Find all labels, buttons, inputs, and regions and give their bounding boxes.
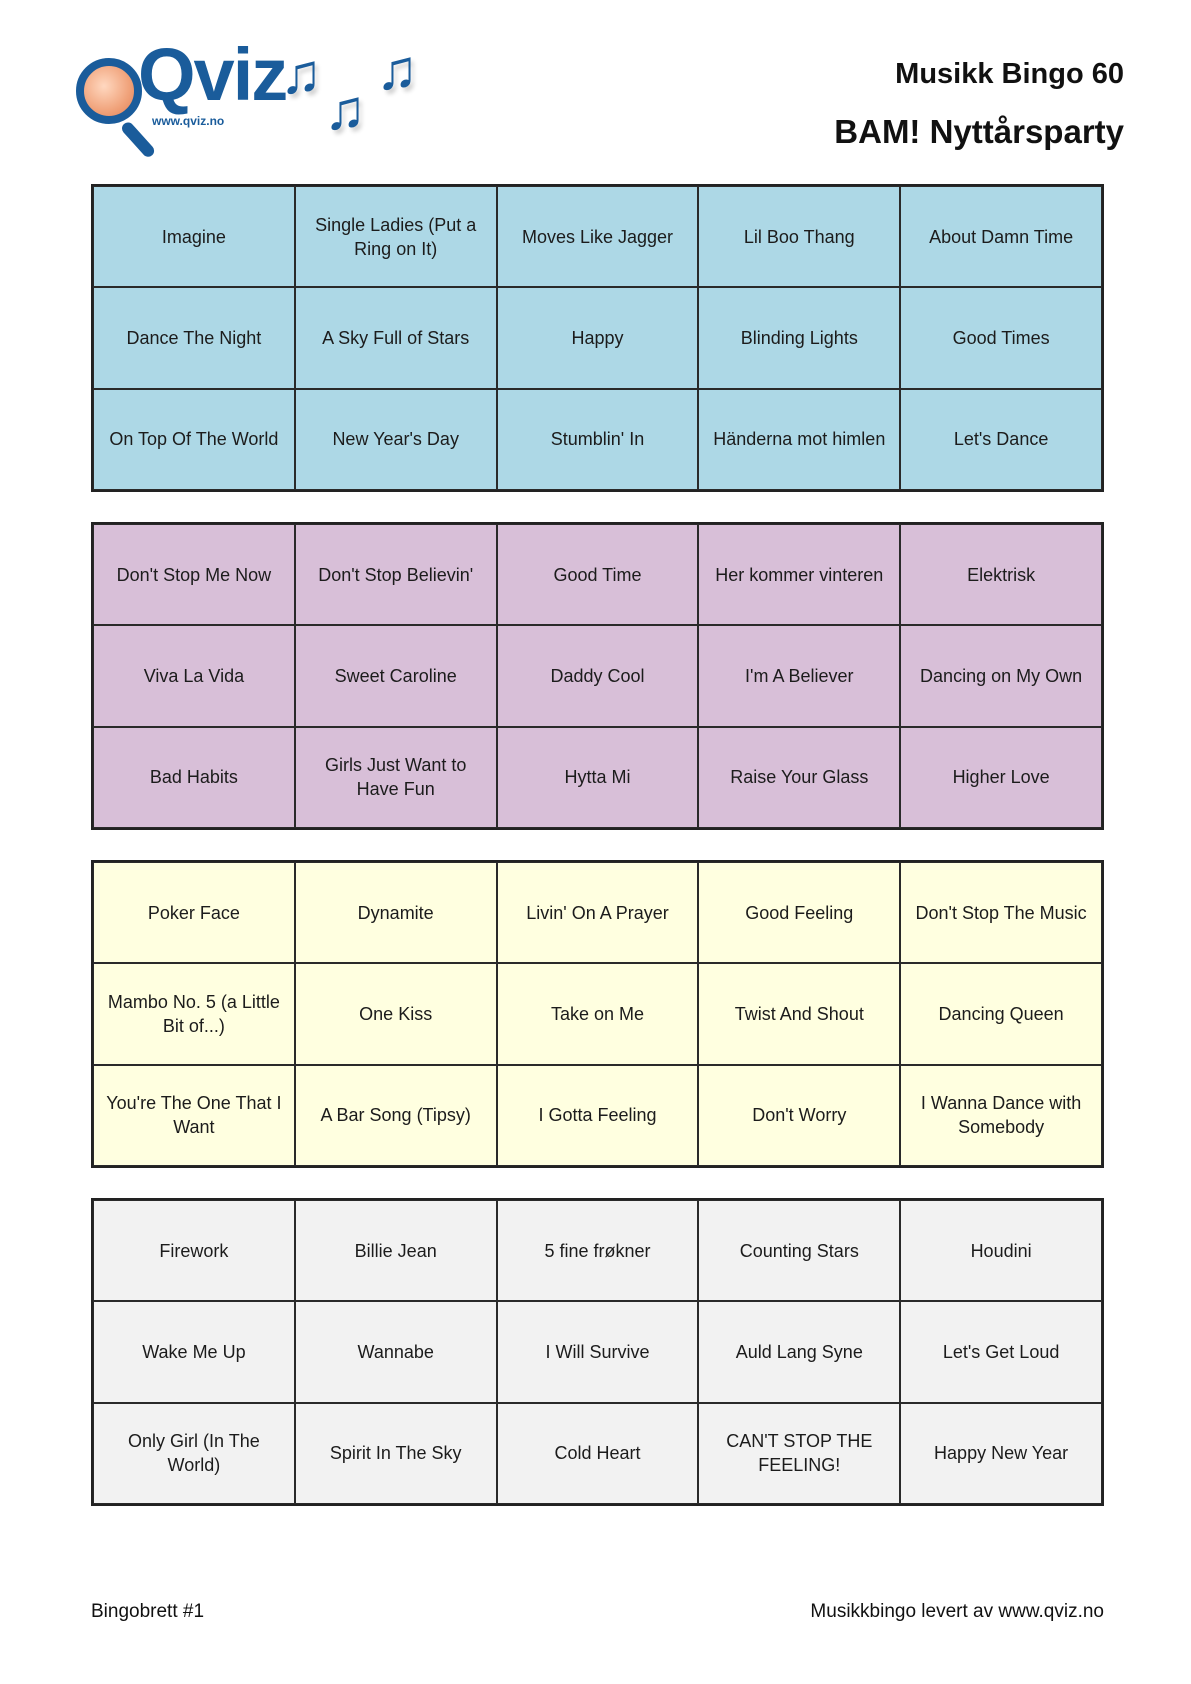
bingo-cell: Stumblin' In bbox=[497, 389, 699, 490]
bingo-cell: Don't Stop Me Now bbox=[93, 524, 295, 625]
bingo-cell: One Kiss bbox=[295, 963, 497, 1064]
footer-credit: Musikkbingo levert av www.qviz.no bbox=[810, 1601, 1104, 1622]
bingo-cell: Auld Lang Syne bbox=[698, 1301, 900, 1402]
bingo-board-purple bbox=[91, 522, 1104, 830]
bingo-cell: About Damn Time bbox=[900, 186, 1102, 287]
bingo-cell: Single Ladies (Put a Ring on It) bbox=[295, 186, 497, 287]
bingo-board-yellow bbox=[91, 860, 1104, 1168]
bingo-cell: A Bar Song (Tipsy) bbox=[295, 1065, 497, 1166]
page-subtitle: BAM! Nyttårsparty bbox=[834, 113, 1124, 150]
bingo-cell: Hytta Mi bbox=[497, 727, 699, 828]
bingo-cell: CAN'T STOP THE FEELING! bbox=[698, 1403, 900, 1504]
bingo-cell: Good Feeling bbox=[698, 862, 900, 963]
bingo-cell: Imagine bbox=[93, 186, 295, 287]
bingo-cell: Firework bbox=[93, 1200, 295, 1301]
bingo-cell: Poker Face bbox=[93, 862, 295, 963]
bingo-cell: Higher Love bbox=[900, 727, 1102, 828]
bingo-cell: I Gotta Feeling bbox=[497, 1065, 699, 1166]
bingo-cell: Cold Heart bbox=[497, 1403, 699, 1504]
bingo-cell: Sweet Caroline bbox=[295, 625, 497, 726]
music-note-icon: ♫ bbox=[324, 78, 366, 141]
bingo-cell: A Sky Full of Stars bbox=[295, 287, 497, 388]
bingo-cell: Take on Me bbox=[497, 963, 699, 1064]
bingo-cell: Mambo No. 5 (a Little Bit of...) bbox=[93, 963, 295, 1064]
bingo-cell: Moves Like Jagger bbox=[497, 186, 699, 287]
bingo-cell: Livin' On A Prayer bbox=[497, 862, 699, 963]
bingo-cell: Her kommer vinteren bbox=[698, 524, 900, 625]
bingo-cell: Twist And Shout bbox=[698, 963, 900, 1064]
bingo-cell: Billie Jean bbox=[295, 1200, 497, 1301]
bingo-board-gray bbox=[91, 1198, 1104, 1506]
page-title: Musikk Bingo 60 bbox=[895, 58, 1124, 90]
bingo-cell: Händerna mot himlen bbox=[698, 389, 900, 490]
bingo-cell: Raise Your Glass bbox=[698, 727, 900, 828]
bingo-cell: I Will Survive bbox=[497, 1301, 699, 1402]
board-number: Bingobrett #1 bbox=[91, 1601, 205, 1622]
music-notes-icon bbox=[280, 38, 450, 146]
bingo-cell: On Top Of The World bbox=[93, 389, 295, 490]
bingo-cell: Dancing Queen bbox=[900, 963, 1102, 1064]
logo-text: Qviz bbox=[138, 33, 287, 116]
bingo-board-blue bbox=[91, 184, 1104, 492]
bingo-cell: Daddy Cool bbox=[497, 625, 699, 726]
bingo-cell: Viva La Vida bbox=[93, 625, 295, 726]
bingo-cell: Dance The Night bbox=[93, 287, 295, 388]
bingo-cell: Girls Just Want to Have Fun bbox=[295, 727, 497, 828]
bingo-cell: I Wanna Dance with Somebody bbox=[900, 1065, 1102, 1166]
bingo-cell: Bad Habits bbox=[93, 727, 295, 828]
bingo-cell: Wannabe bbox=[295, 1301, 497, 1402]
bingo-cell: Don't Worry bbox=[698, 1065, 900, 1166]
bingo-cell: You're The One That I Want bbox=[93, 1065, 295, 1166]
bingo-cell: Let's Get Loud bbox=[900, 1301, 1102, 1402]
bingo-cell: Happy bbox=[497, 287, 699, 388]
bingo-cell: Only Girl (In The World) bbox=[93, 1403, 295, 1504]
bingo-cell: Lil Boo Thang bbox=[698, 186, 900, 287]
magnifier-icon bbox=[76, 58, 142, 124]
bingo-cell: Elektrisk bbox=[900, 524, 1102, 625]
logo-url: www.qviz.no bbox=[152, 114, 225, 128]
bingo-cell: Let's Dance bbox=[900, 389, 1102, 490]
bingo-cell: Don't Stop Believin' bbox=[295, 524, 497, 625]
bingo-cell: Spirit In The Sky bbox=[295, 1403, 497, 1504]
qviz-logo bbox=[74, 33, 287, 144]
bingo-cell: Houdini bbox=[900, 1200, 1102, 1301]
bingo-cell: Good Times bbox=[900, 287, 1102, 388]
bingo-cell: I'm A Believer bbox=[698, 625, 900, 726]
bingo-cell: Blinding Lights bbox=[698, 287, 900, 388]
bingo-cell: New Year's Day bbox=[295, 389, 497, 490]
page-header bbox=[0, 0, 1191, 170]
music-note-icon: ♫ bbox=[280, 42, 322, 105]
music-note-icon: ♫ bbox=[376, 38, 418, 101]
bingo-cell: Don't Stop The Music bbox=[900, 862, 1102, 963]
bingo-cell: Happy New Year bbox=[900, 1403, 1102, 1504]
bingo-cell: Wake Me Up bbox=[93, 1301, 295, 1402]
bingo-cell: Good Time bbox=[497, 524, 699, 625]
bingo-cell: Dynamite bbox=[295, 862, 497, 963]
magnifier-handle bbox=[120, 120, 157, 159]
bingo-cell: 5 fine frøkner bbox=[497, 1200, 699, 1301]
bingo-cell: Counting Stars bbox=[698, 1200, 900, 1301]
bingo-cell: Dancing on My Own bbox=[900, 625, 1102, 726]
